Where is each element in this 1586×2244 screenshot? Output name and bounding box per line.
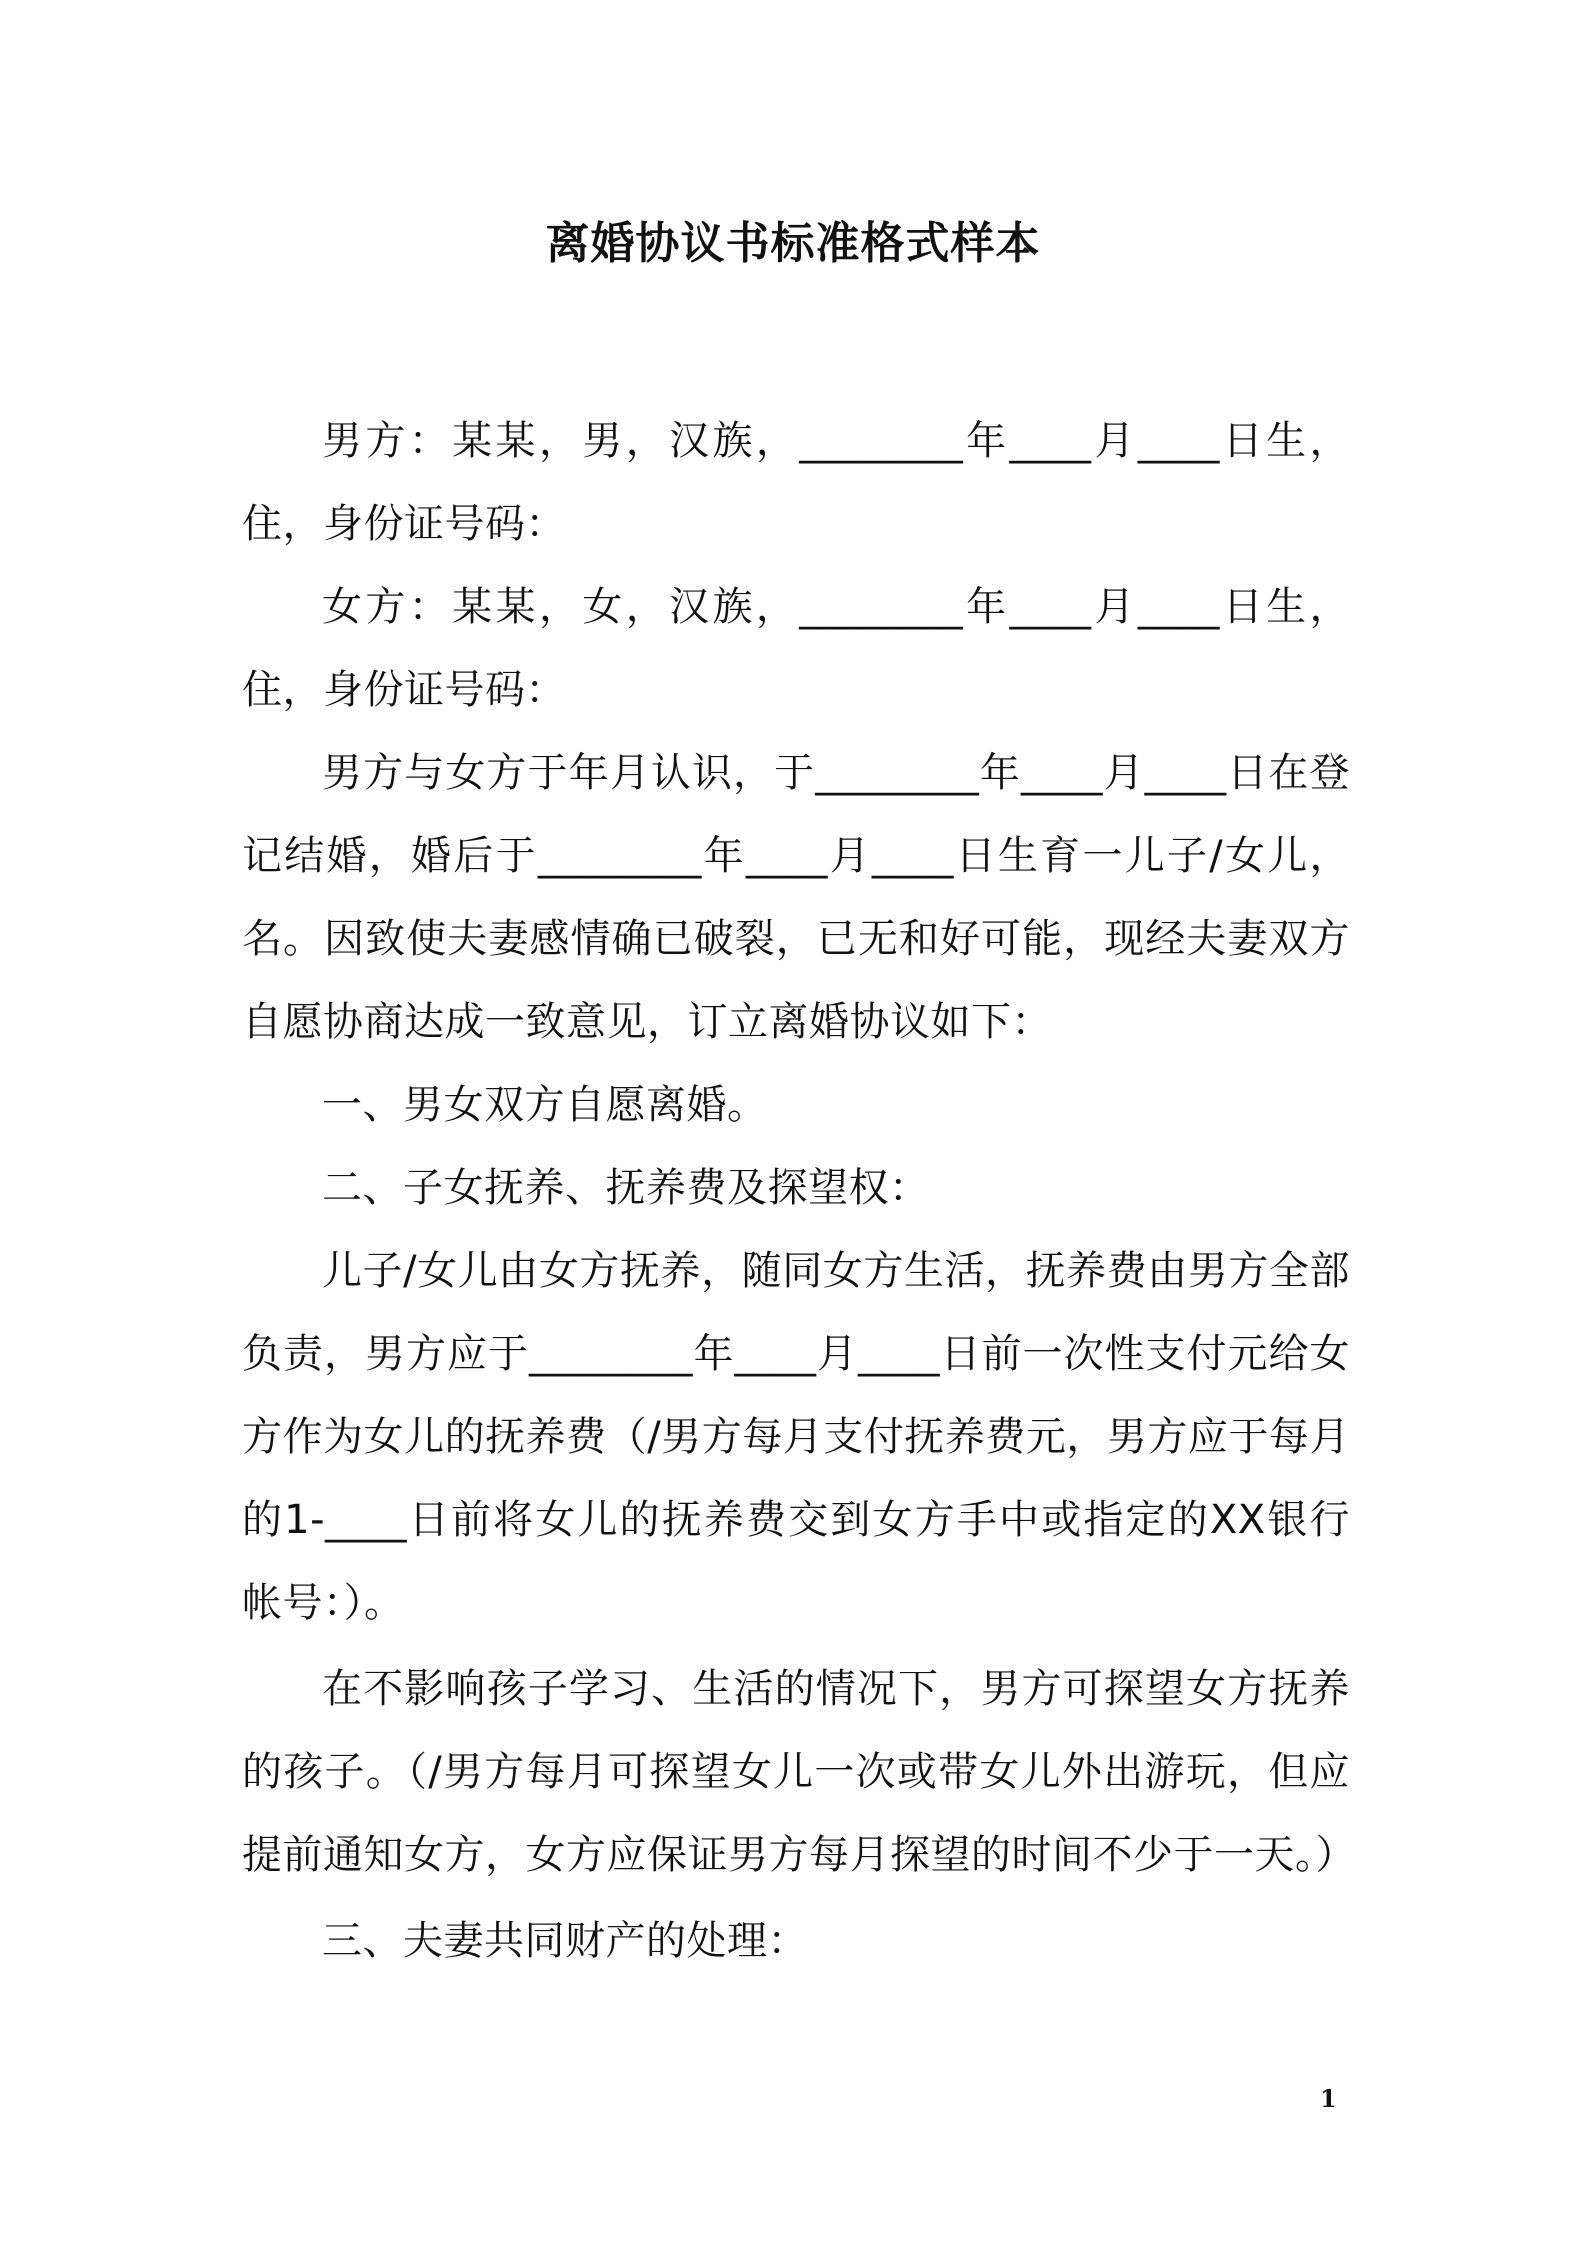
clause-3-heading: 三、夫妻共同财产的处理： (322, 1918, 808, 1964)
paragraph-background: 男方与女方于年月认识，于________年____月____日在登记结婚，婚后于________年____月____日生育一儿子/女儿，名。因致使夫妻感情确已破裂，已无和好可能，现经夫妻双方自愿协商达成一致意见，订立离婚协议如下： (242, 750, 1350, 1045)
clause-1-divorce: 一、男女双方自愿离婚。 (322, 1082, 768, 1128)
paragraph-child-support: 儿子/女儿由女方抚养，随同女方生活，抚养费由男方全部负责，男方应于________年____月____日前一次性支付元给女方作为女儿的抚养费（/男方每月支付抚养费元，男方应于每月的1-____日前将女儿的抚养费交到女方手中或指定的XX银行帐号：）。 (242, 1248, 1350, 1626)
paragraph-visitation: 在不影响孩子学习、生活的情况下，男方可探望女方抚养的孩子。（/男方每月可探望女儿一次或带女儿外出游玩，但应提前通知女方，女方应保证男方每月探望的时间不少于一天。） (242, 1666, 1356, 1878)
paragraph-female-party: 女方：某某，女，汉族，________年____月____日生，住，身份证号码： (242, 584, 1350, 713)
document-body (242, 400, 1356, 1983)
clause-2-heading: 二、子女抚养、抚养费及探望权： (322, 1165, 930, 1211)
page-number: 1 (1320, 2084, 1337, 2113)
paragraph-male-party: 男方：某某，男，汉族，________年____月____日生，住，身份证号码： (242, 418, 1350, 547)
document-title: 离婚协议书标准格式样本 (545, 218, 1041, 269)
